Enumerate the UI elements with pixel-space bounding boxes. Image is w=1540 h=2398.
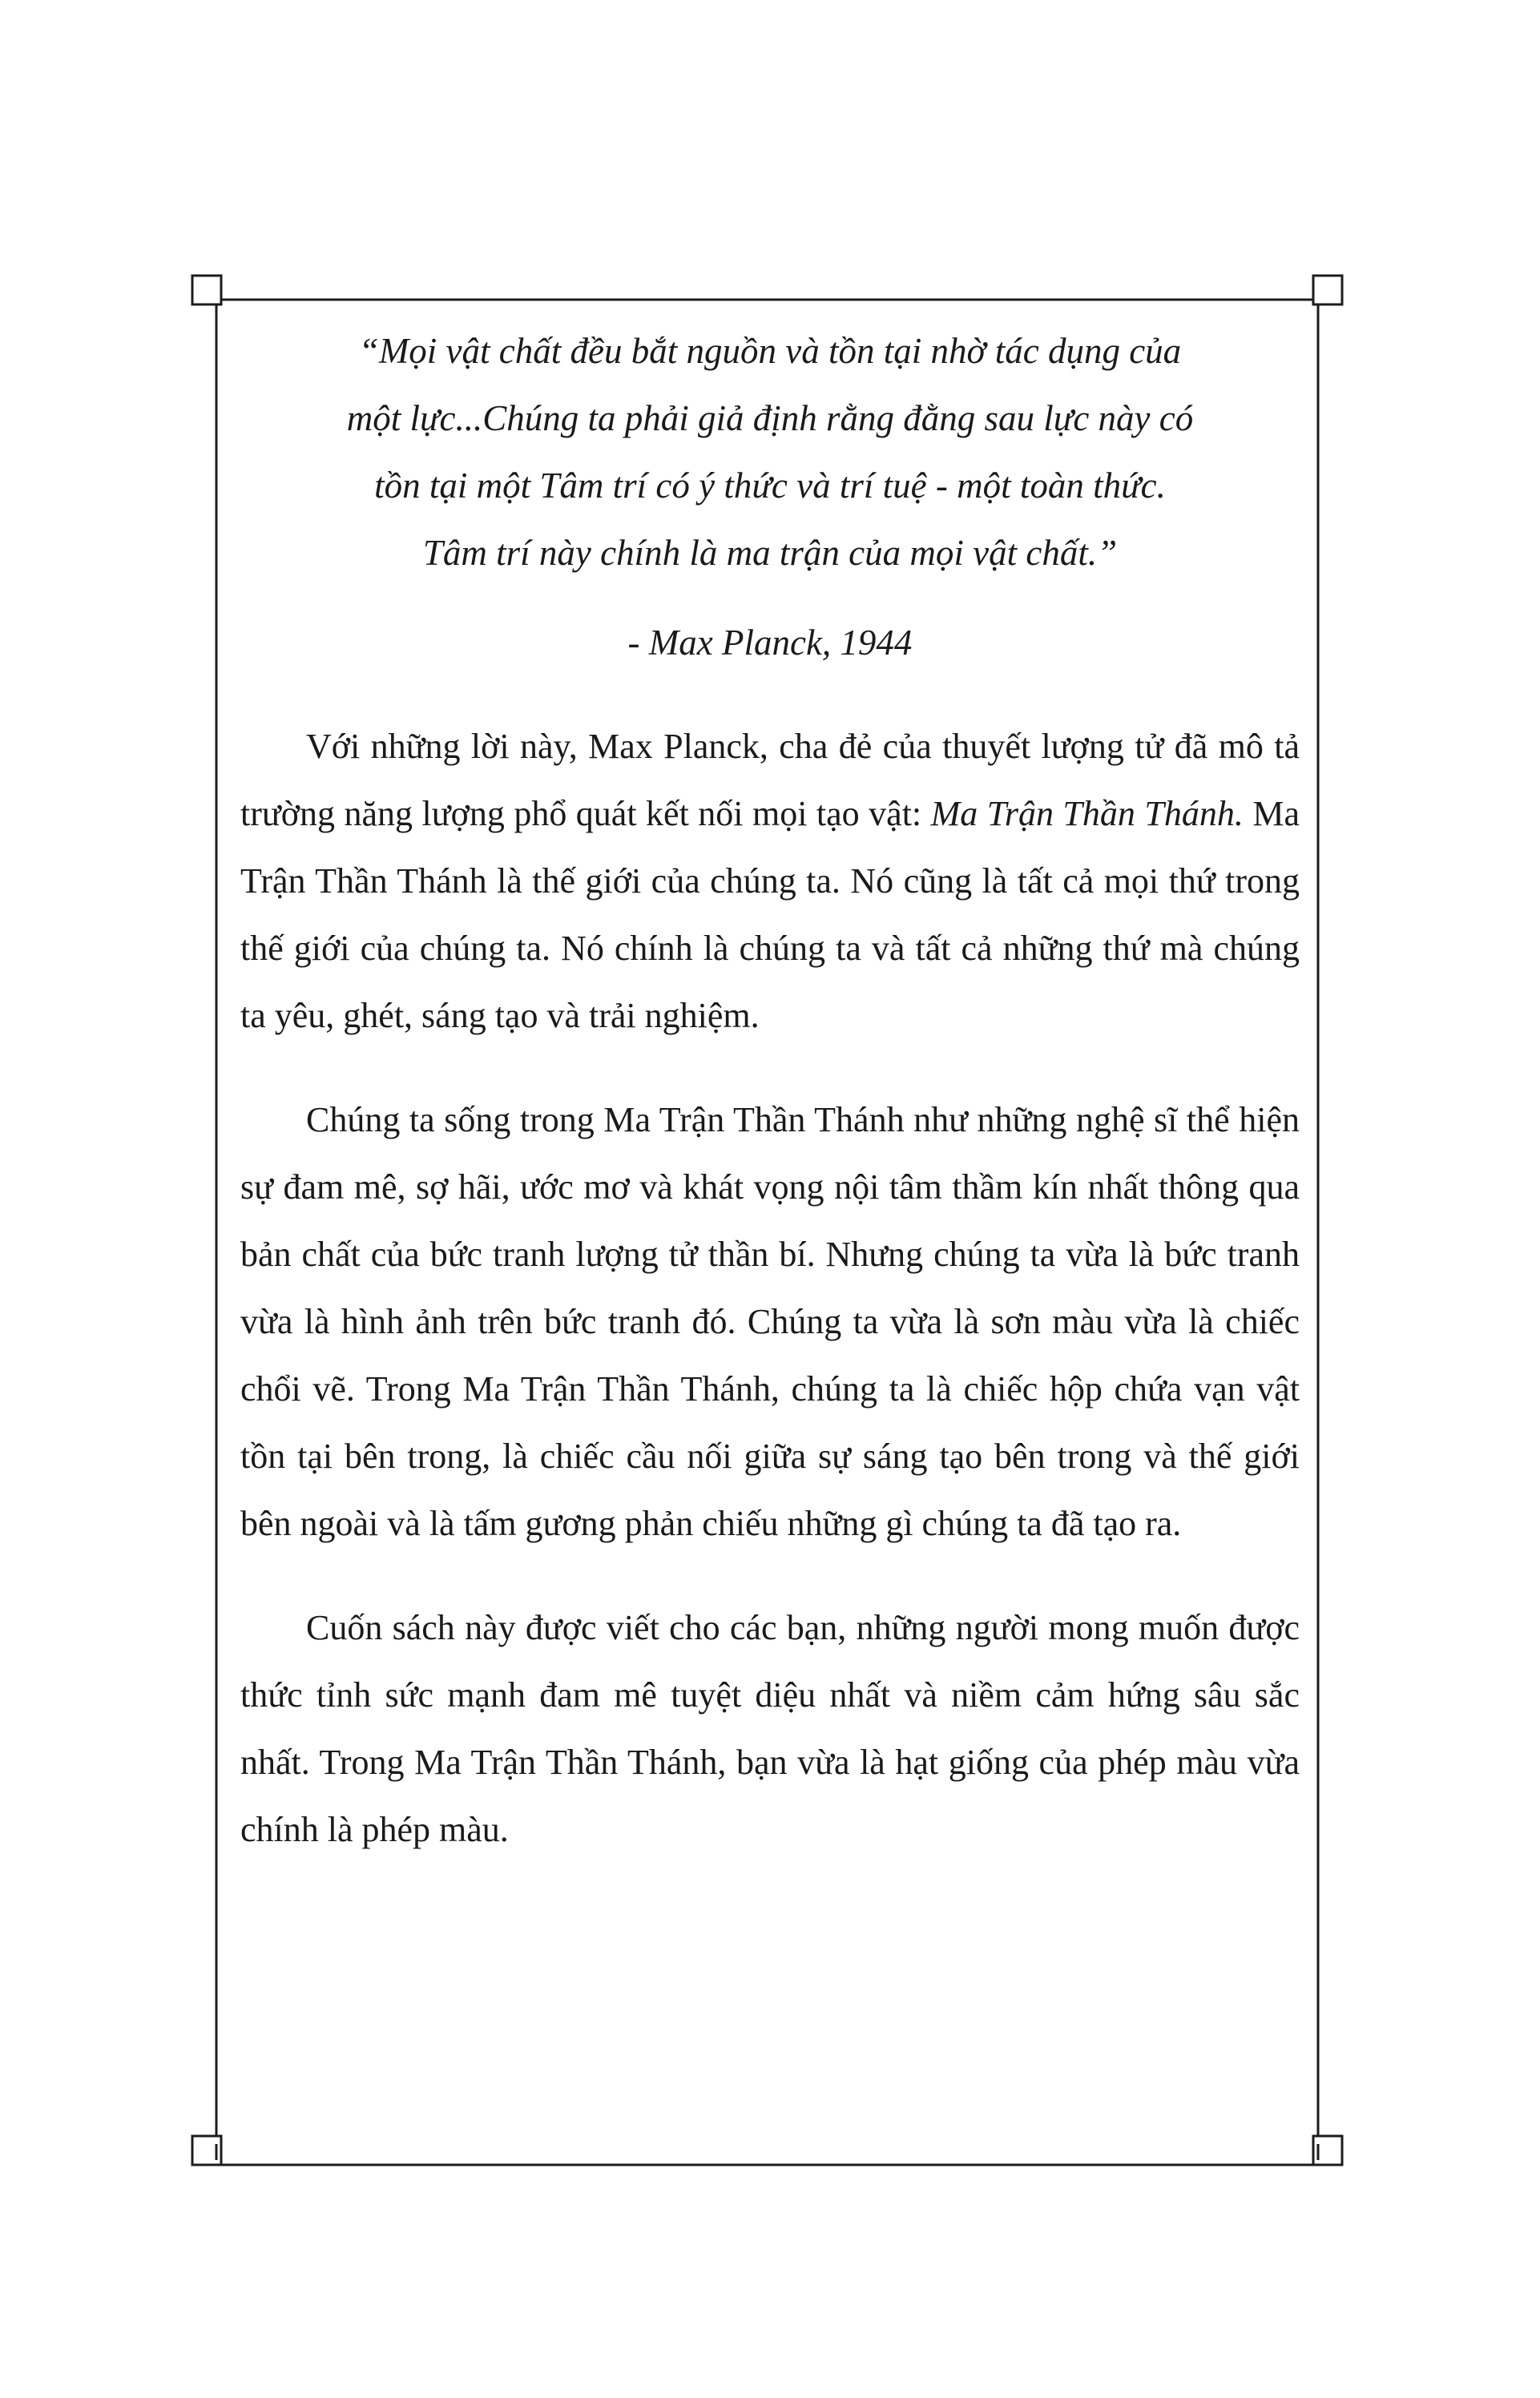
quote-line-1: “Mọi vật chất đều bắt nguồn và tồn tại nhờ tác dụng của bbox=[358, 331, 1182, 371]
corner-ornament-top-right-icon bbox=[1297, 276, 1342, 320]
corner-ornament-bottom-left-icon bbox=[192, 2136, 237, 2165]
corner-ornament-top-left-icon bbox=[192, 276, 237, 320]
page-content bbox=[240, 317, 1300, 1864]
paragraph-1-text-post: Ma Trận Thần Thánh là thế giới của chúng ta. Nó cũng là tất cả mọi thứ trong thế giới của chúng ta. Nó chính là chúng ta và tất cả những thứ mà chúng ta yêu, ghét, sáng tạo và trải nghiệm. bbox=[240, 794, 1300, 1035]
paragraph-1-italic-phrase: Ma Trận Thần Thánh. bbox=[930, 794, 1244, 833]
quote-line-3: tồn tại một Tâm trí có ý thức và trí tuệ - một toàn thức. bbox=[374, 465, 1166, 506]
paragraph-3: Cuốn sách này được viết cho các bạn, những người mong muốn được thức tỉnh sức mạnh đam mê tuyệt diệu nhất và niềm cảm hứng sâu sắc nhất. Trong Ma Trận Thần Thánh, bạn vừa là hạt giống của phép màu vừa chính là phép màu. bbox=[240, 1608, 1300, 1849]
paragraph-1 bbox=[240, 713, 1300, 1050]
quote-line-2: một lực...Chúng ta phải giả định rằng đằng sau lực này có bbox=[346, 398, 1194, 438]
paragraph-2: Chúng ta sống trong Ma Trận Thần Thánh như những nghệ sĩ thể hiện sự đam mê, sợ hãi, ước mơ và khát vọng nội tâm thầm kín nhất thông qua bản chất của bức tranh lượng tử thần bí. Nhưng chúng ta vừa là bức tranh vừa là hình ảnh trên bức tranh đó. Chúng ta vừa là sơn màu vừa là chiếc chổi vẽ. Trong Ma Trận Thần Thánh, chúng ta là chiếc hộp chứa vạn vật tồn tại bên trong, là chiếc cầu nối giữa sự sáng tạo bên trong và thế giới bên ngoài và là tấm gương phản chiếu những gì chúng ta đã tạo ra. bbox=[240, 1100, 1300, 1543]
epigraph-quote bbox=[240, 317, 1300, 586]
quote-line-4: Tâm trí này chính là ma trận của mọi vật chất.” bbox=[422, 533, 1118, 573]
quote-attribution: - Max Planck, 1944 bbox=[627, 623, 913, 663]
paragraph-1-text-pre: Với những lời này, Max Planck, cha đẻ của thuyết lượng tử đã mô tả trường năng lượng phổ quát kết nối mọi tạo vật: bbox=[240, 727, 1300, 833]
corner-ornament-bottom-right-icon bbox=[1297, 2136, 1342, 2165]
